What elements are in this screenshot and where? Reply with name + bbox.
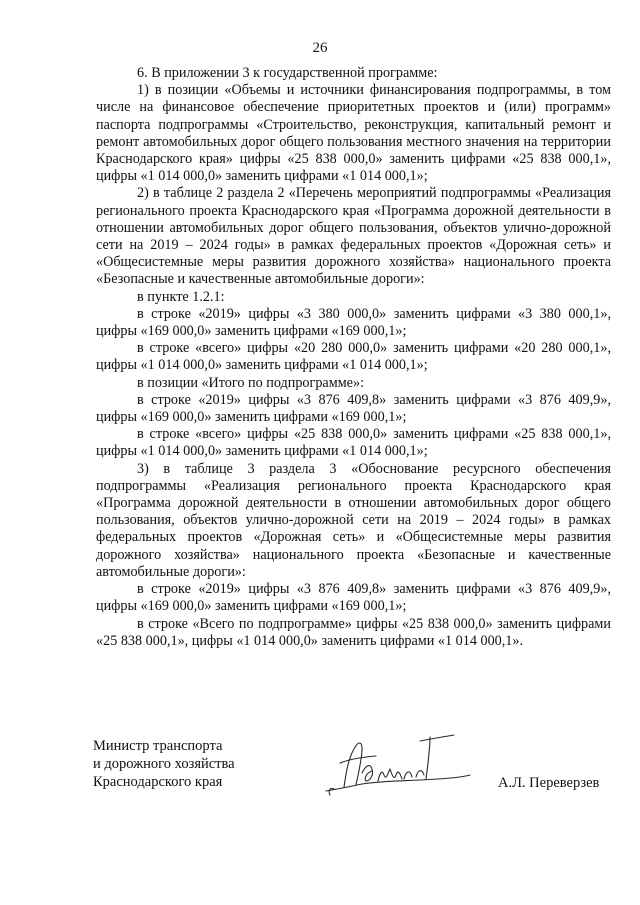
signatory-position-line: Министр транспорта — [93, 738, 223, 754]
paragraph-row-2019: в строке «2019» цифры «3 380 000,0» заменить цифрами «3 380 000,1», цифры «169 000,0» заменить цифрами «169 000,1»; — [96, 305, 611, 340]
paragraph-table3-row-total: в строке «Всего по подпрограмме» цифры «25 838 000,0» заменить цифрами «25 838 000,1», цифры «1 014 000,0» заменить цифрами «1 014 000,1». — [96, 615, 611, 649]
handwritten-signature — [318, 729, 478, 804]
paragraph-itogo-row-2019: в строке «2019» цифры «3 876 409,8» заменить цифрами «3 876 409,9», цифры «169 000,0» заменить цифрами «169 000,1»; — [96, 391, 611, 426]
paragraph-table3-row-2019: в строке «2019» цифры «3 876 409,8» заменить цифрами «3 876 409,9», цифры «169 000,0» заменить цифрами «169 000,1»; — [96, 581, 611, 615]
signatory-position-line: и дорожного хозяйства — [93, 756, 235, 772]
document-body — [96, 65, 611, 650]
signature-block — [93, 737, 613, 807]
paragraph-subitem-2: 2) в таблице 2 раздела 2 «Перечень мероприятий подпрограммы «Реализация регионального проекта Краснодарского края «Программа дорожной деятельности в отношении автомобильных дорог общего пользования, объектов улично-дорожной сети на 2019 – 2024 годы» в рамках федеральных проектов «Дорожная сеть» и «Общесистемные меры развития дорожного хозяйства» национального проекта «Безопасные и качественные автомобильные дороги»: — [96, 185, 611, 288]
paragraph-position-itogo: в позиции «Итого по подпрограмме»: — [137, 374, 365, 391]
signatory-name: А.Л. Переверзев — [498, 775, 600, 791]
paragraph-subitem-3: 3) в таблице 3 раздела 3 «Обоснование ресурсного обеспечения подпрограммы «Реализация регионального проекта Краснодарского края «Программа дорожной деятельности в отношении автомобильных дорог общего пользования, объектов улично-дорожной сети на 2019 – 2024 годы» в рамках федеральных проектов «Дорожная сеть» и «Общесистемные меры развития дорожного хозяйства» национального проекта «Безопасные и качественные автомобильные дороги»: — [96, 460, 611, 580]
page-number: 26 — [312, 40, 328, 56]
signatory-position-line: Краснодарского края — [93, 774, 223, 790]
paragraph-itogo-row-total: в строке «всего» цифры «25 838 000,0» заменить цифрами «25 838 000,1», цифры «1 014 000,0» заменить цифрами «1 014 000,1»; — [96, 426, 611, 460]
paragraph-point-1-2-1: в пункте 1.2.1: — [137, 288, 225, 305]
signatory-position — [93, 737, 235, 791]
paragraph-item-6: 6. В приложении 3 к государственной программе: — [137, 65, 438, 81]
paragraph-subitem-1: 1) в позиции «Объемы и источники финансирования подпрограммы, в том числе на финансовое обеспечение приоритетных проектов и (или) программ» паспорта подпрограммы «Строительство, реконструкция, капитальный ремонт и ремонт автомобильных дорог общего пользования местного значения на территории Краснодарского края» цифры «25 838 000,0» заменить цифрами «25 838 000,1», цифры «1 014 000,0» заменить цифрами «1 014 000,1»; — [96, 82, 611, 185]
paragraph-row-total: в строке «всего» цифры «20 280 000,0» заменить цифрами «20 280 000,1», цифры «1 014 000,0» заменить цифрами «1 014 000,1»; — [96, 340, 611, 374]
